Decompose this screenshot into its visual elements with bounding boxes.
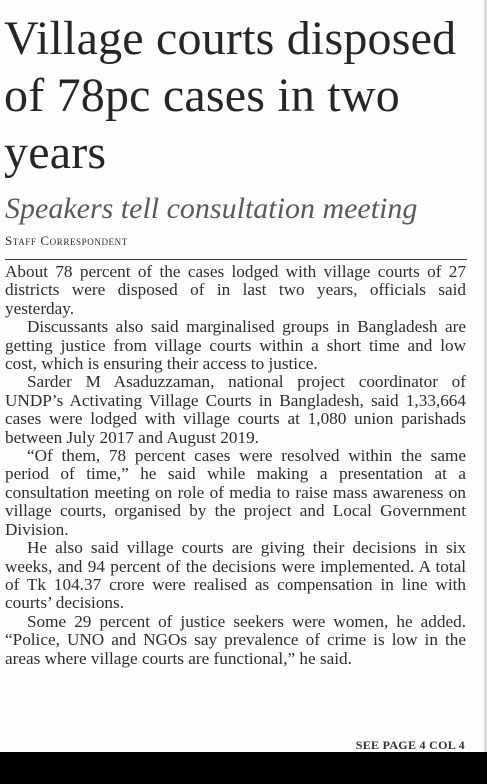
article-body [5, 263, 466, 668]
subheadline: Speakers tell consultation meeting [5, 192, 418, 225]
paragraph-4: “Of them, 78 percent cases were resolved within the same period of time,” he said while making a presentation at a consultation meeting on role of media to raise mass awareness on village courts, organised by the project and Local Government Division. [5, 446, 466, 539]
bottom-bar [0, 752, 487, 784]
paragraph-2: Discussants also said marginalised groups in Bangladesh are getting justice from village courts within a short time and low cost, which is ensuring their access to justice. [5, 317, 466, 374]
paragraph-6: Some 29 percent of justice seekers were women, he added. “Police, UNO and NGOs say prevalence of crime is low in the areas where village courts are functional,” he said. [5, 611, 466, 668]
paragraph-1: About 78 percent of the cases lodged with village courts of 27 districts were disposed of in last two years, officials said yesterday. [5, 262, 466, 318]
byline-rule [5, 259, 467, 260]
headline: Village courts disposed of 78pc cases in two years [4, 12, 457, 179]
paragraph-5: He also said village courts are giving their decisions in six weeks, and 94 percent of the decisions were implemented. A total of Tk 104.37 crore were realised as compensation in line with courts’ decisions. [5, 538, 466, 613]
continuation-note: SEE PAGE 4 COL 4 [355, 738, 465, 752]
byline: Staff Correspondent [5, 233, 128, 248]
paragraph-3: Sarder M Asaduzzaman, national project coordinator of UNDP’s Activating Village Courts in Bangladesh, said 1,33,664 cases were lodged with village courts at 1,080 union parishads between July 2017 and August 2019. [5, 372, 466, 447]
